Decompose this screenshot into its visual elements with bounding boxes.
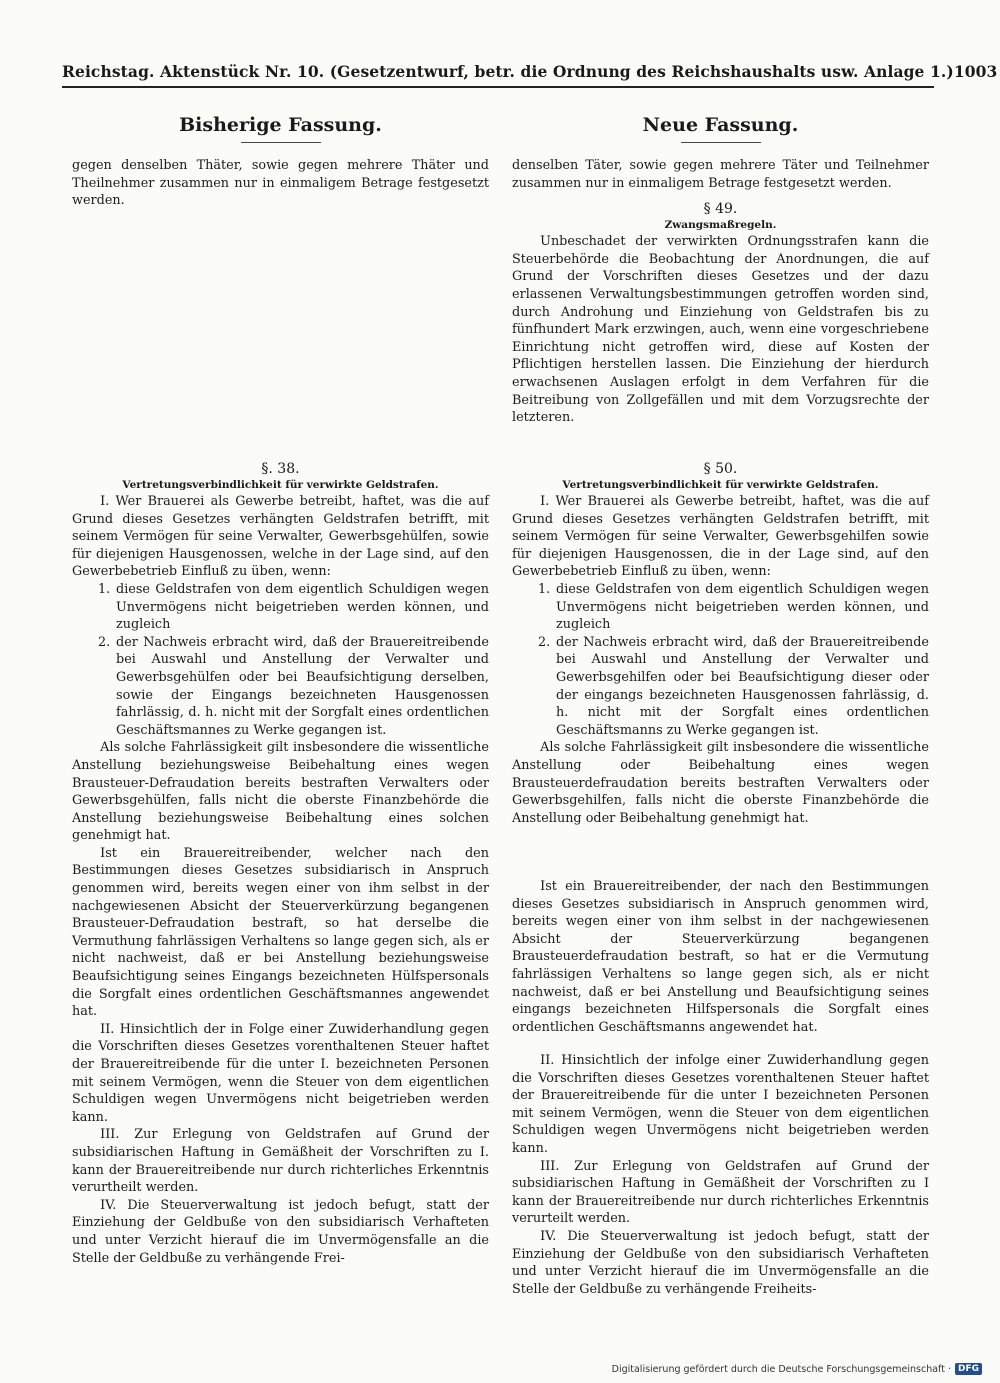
paragraph: III. Zur Erlegung von Geldstrafen auf Grund der subsidiarischen Haftung in Gemäßheit der Vorschriften zu I. kann der Brauereitreibende nur durch richterliches Erkenntnis verurtheilt werden. xyxy=(72,1127,489,1196)
paragraph: I. Wer Brauerei als Gewerbe betreibt, haftet, was die auf Grund dieses Gesetzes verhängten Geldstrafen betrifft, mit seinem Vermögen für seine Verwalter, Gewerbsgehilfen sowie für diejenigen Hausgenossen, die in der Lage sind, auf den Gewerbebetrieb Einfluß zu üben, wenn: xyxy=(512,494,929,580)
list-item xyxy=(98,581,489,634)
list-item xyxy=(98,634,489,740)
list-number: 2. xyxy=(98,634,111,650)
section-number: § 49. xyxy=(703,201,738,218)
section-heading: Vertretungsverbindlichkeit für verwirkte Geldstrafen. xyxy=(562,479,879,491)
carryover-paragraph: denselben Täter, sowie gegen mehrere Täter und Teilnehmer zusammen nur in einmaligem Betrage festgesetzt werden. xyxy=(512,158,929,191)
section-heading: Zwangsmaßregeln. xyxy=(664,219,777,232)
section-heading: Vertretungsverbindlichkeit für verwirkte Geldstrafen. xyxy=(122,479,439,491)
paragraph: II. Hinsichtlich der infolge einer Zuwiderhandlung gegen die Vorschriften dieses Gesetzes vorenthaltenen Steuer haftet der Brauereitreibende für die unter I bezeichneten Personen mit seinem Vermögen, wenn die Steuer von dem eigentlichen Schuldigen wegen Unvermögens nicht beigetrieben werden kann. xyxy=(512,1053,929,1156)
section-50-paragraph-4 xyxy=(512,1052,929,1298)
section-38 xyxy=(72,460,489,1267)
paragraph: Ist ein Brauereitreibender, der nach den Bestimmungen dieses Gesetzes subsidiarisch in Anspruch genommen wird, bereits wegen einer von ihm selbst in der nachgewiesenen Absicht der Steuerverkürzung begangenen Brausteuerdefraudation bestraft, so hat er die Vermutung fahrlässigen Verhaltens so lange gegen sich, als er nicht nachweist, daß er bei Anstellung und Beaufsichtigung seines eingangs bezeichneten Hilfspersonals die Sorgfalt eines ordentlichen Geschäftsmanns angewendet hat. xyxy=(512,879,929,1035)
column-title: Neue Fassung. xyxy=(642,114,799,136)
list-item xyxy=(538,634,929,740)
list-item xyxy=(538,581,929,634)
list-number: 1. xyxy=(98,581,111,597)
section-50 xyxy=(512,460,929,827)
paragraph: Als solche Fahrlässigkeit gilt insbesondere die wissentliche Anstellung beziehungsweise Beibehaltung eines wegen Brausteuer-Defraudation bereits bestraften Verwalters oder Gewerbsgehülfen, falls nicht die oberste Finanzbehörde die Anstellung beziehungsweise Beibehaltung eines solchen genehmigt hat. xyxy=(72,740,489,844)
header-rule xyxy=(62,86,934,88)
numbered-list xyxy=(512,581,929,739)
paragraph: IV. Die Steuerverwaltung ist jedoch befugt, statt der Einziehung der Geldbuße von den subsidiarisch Verhafteten und unter Verzicht hierauf die im Unvermögensfalle an die Stelle der Geldbuße zu verhängende Frei- xyxy=(72,1197,489,1266)
carryover-text-block xyxy=(72,157,489,210)
title-rule xyxy=(681,142,761,143)
carryover-text-block xyxy=(512,157,929,427)
running-title: Reichstag. Aktenstück Nr. 10. (Gesetzentwurf, betr. die Ordnung des Reichshaushalts usw. Anlage 1.) xyxy=(62,62,954,81)
paragraph: Als solche Fahrlässigkeit gilt insbesondere die wissentliche Anstellung oder Beibehaltung eines wegen Brausteuerdefraudation bereits bestraften Verwalters oder Gewerbsgehilfen, falls nicht die oberste Finanzbehörde die Anstellung oder Beibehaltung genehmigt hat. xyxy=(512,740,929,826)
numbered-list xyxy=(72,581,489,739)
paragraph: Unbeschadet der verwirkten Ordnungsstrafen kann die Steuerbehörde die Beobachtung der Anordnungen, die auf Grund der Vorschriften dieses Gesetzes und der dazu erlassenen Verwaltungsbestimmungen getroffen worden sind, durch Androhung und Einziehung von Geldstrafen bis zu fünfhundert Mark erzwingen, auch, wenn eine vorgeschriebene Einrichtung nicht getroffen wird, diese auf Kosten der Pflichtigen herstellen lassen. Die Einziehung der hierdurch erwachsenen Auslagen erfolgt in dem Verfahren für die Beitreibung von Zollgefällen und mit dem Vorzugsrechte der letzteren. xyxy=(512,234,929,426)
paragraph: Ist ein Brauereitreibender, welcher nach den Bestimmungen dieses Gesetzes subsidiarisch in Anspruch genommen wird, bereits wegen einer von ihm selbst in der nachgewiesenen Absicht der Steuerverkürzung begangenen Brausteuer-Defraudation bestraft, so hat derselbe die Vermuthung fahrlässigen Verhaltens so lange gegen sich, als er nicht nachweist, daß er bei Anstellung beziehungsweise Beaufsichtigung seines Eingangs bezeichneten Hülfspersonals die Sorgfalt eines ordentlichen Geschäftsmannes angewendet hat. xyxy=(72,845,489,1020)
section-50-paragraph-3 xyxy=(512,878,929,1036)
paragraph: III. Zur Erlegung von Geldstrafen auf Grund der subsidiarischen Haftung in Gemäßheit der Vorschriften zu I kann der Brauereitreibende nur durch richterliches Erkenntnis verurteilt werden. xyxy=(512,1158,929,1227)
list-number: 2. xyxy=(538,634,551,650)
paragraph: II. Hinsichtlich der in Folge einer Zuwiderhandlung gegen die Vorschriften dieses Gesetzes vorenthaltenen Steuer haftet der Brauereitreibende für die unter I. bezeichneten Personen mit seinem Vermögen, wenn die Steuer von dem eigentlichen Schuldigen wegen Unvermögens nicht beigetrieben werden kann. xyxy=(72,1021,489,1125)
running-header xyxy=(62,62,998,81)
title-rule xyxy=(241,142,321,143)
section-number: § 50. xyxy=(703,461,738,477)
carryover-paragraph: gegen denselben Thäter, sowie gegen mehrere Thäter und Theilnehmer zusammen nur in einmaligem Betrage festgesetzt werden. xyxy=(72,158,489,209)
list-item-text: diese Geldstrafen von dem eigentlich Schuldigen wegen Unvermögens nicht beigetrieben werden können, und zugleich xyxy=(556,581,929,633)
paragraph: IV. Die Steuerverwaltung ist jedoch befugt, statt der Einziehung der Geldbuße von den subsidiarisch Verhafteten und unter Verzicht hierauf die im Unvermögensfalle an die Stelle der Geldbuße zu verhängende Freiheits- xyxy=(512,1228,929,1297)
column-previous-version xyxy=(72,112,489,1266)
page-number: 1003 xyxy=(953,62,998,81)
column-new-version xyxy=(512,112,929,1297)
dfg-logo-icon: DFG xyxy=(955,1363,982,1375)
list-number: 1. xyxy=(538,581,551,597)
list-item-text: der Nachweis erbracht wird, daß der Brauereitreibende bei Auswahl und Anstellung der Verwalter und Gewerbsgehülfen oder bei Beaufsichtigung derselben, sowie der Eingangs bezeichneten Hausgenossen fahrlässig, d. h. nicht mit der Sorgfalt eines ordentlichen Geschäftsmannes zu Werke gegangen ist. xyxy=(116,634,489,738)
digitization-credit xyxy=(612,1363,982,1375)
credit-text: Digitalisierung gefördert durch die Deutsche Forschungsgemeinschaft · xyxy=(611,1363,951,1375)
paragraph: I. Wer Brauerei als Gewerbe betreibt, haftet, was die auf Grund dieses Gesetzes verhängten Geldstrafen betrifft, mit seinem Vermögen für seine Verwalter, Gewerbsgehülfen, sowie für diejenigen Hausgenossen, welche in der Lage sind, auf den Gewerbebetrieb Einfluß zu üben, wenn: xyxy=(72,494,489,580)
column-title: Bisherige Fassung. xyxy=(179,114,382,136)
list-item-text: diese Geldstrafen von dem eigentlich Schuldigen wegen Unvermögens nicht beigetrieben werden können, und zugleich xyxy=(116,581,489,633)
list-item-text: der Nachweis erbracht wird, daß der Brauereitreibende bei Auswahl und Anstellung der Verwalter und Gewerbsgehilfen oder bei Beaufsichtigung dieser oder der eingangs bezeichneten Hausgenossen fahrlässig, d. h. nicht mit der Sorgfalt eines ordentlichen Geschäftsmanns zu Werke gegangen ist. xyxy=(556,634,929,738)
section-number: §. 38. xyxy=(261,461,300,477)
